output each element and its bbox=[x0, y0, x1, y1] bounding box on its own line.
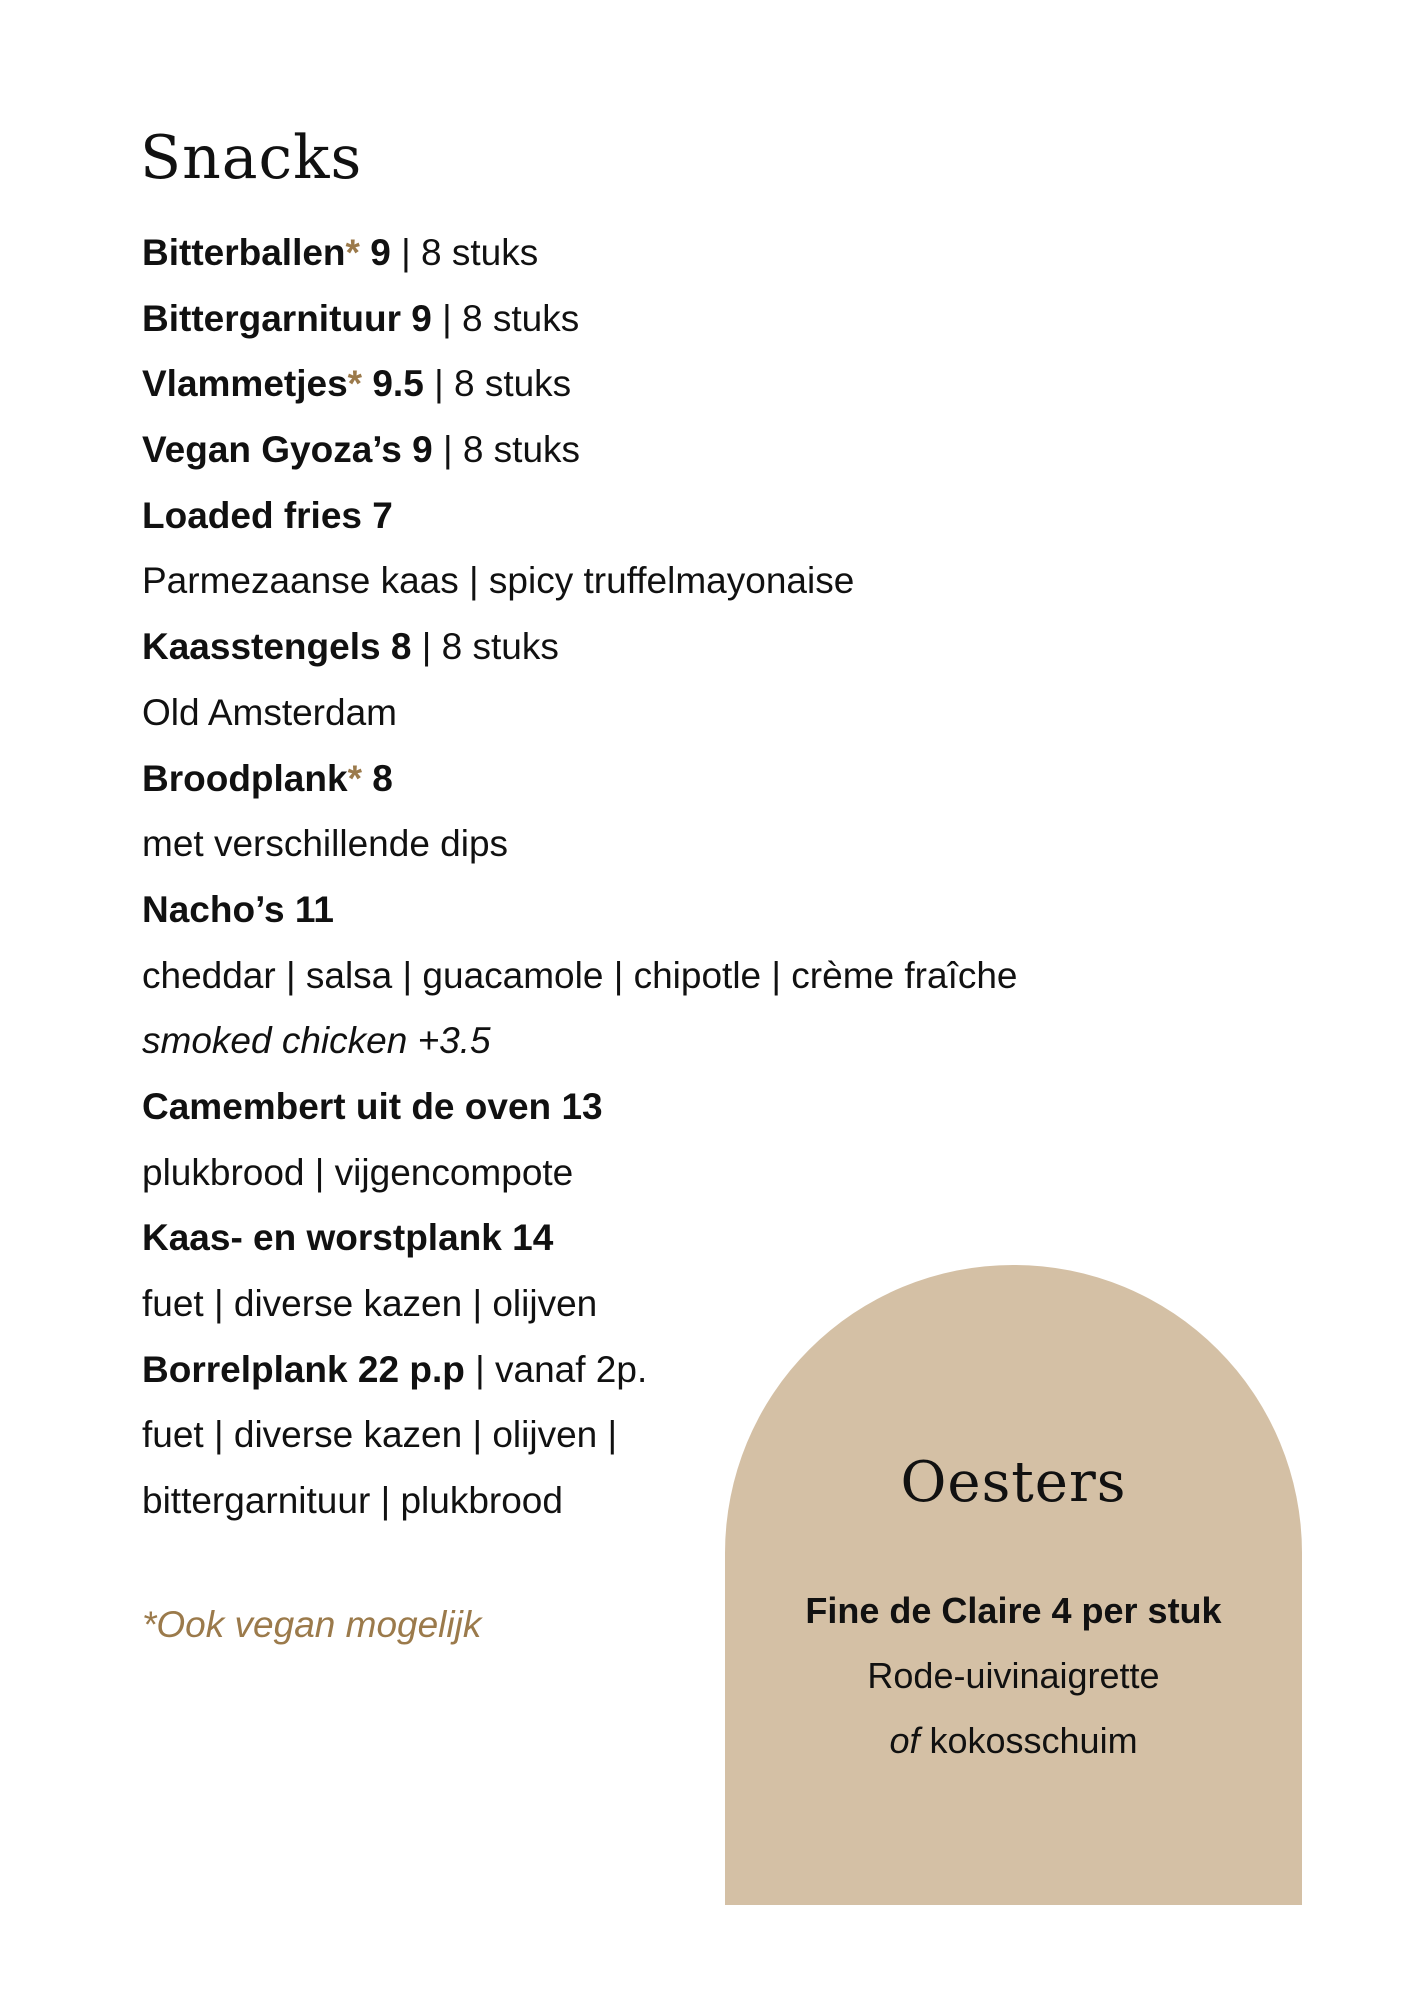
menu-item-kaas-en-worstplank bbox=[142, 1205, 1142, 1271]
menu-item-vlammetjes bbox=[142, 351, 1142, 417]
oesters-item-price: 4 per stuk bbox=[1051, 1590, 1222, 1631]
item-price: 14 bbox=[512, 1217, 554, 1259]
item-description: cheddar | salsa | guacamole | chipotle | crème fraîche bbox=[142, 954, 1018, 996]
item-name: Borrelplank bbox=[142, 1348, 348, 1390]
item-price: 7 bbox=[372, 494, 393, 536]
item-price: 9 bbox=[411, 297, 432, 339]
item-detail: | 8 stuks bbox=[401, 232, 539, 273]
vegan-asterisk: * bbox=[347, 757, 362, 799]
item-name: Bittergarnituur bbox=[142, 297, 401, 339]
oesters-option-2: kokosschuim bbox=[929, 1720, 1138, 1761]
item-name: Loaded fries bbox=[142, 494, 362, 536]
item-detail: | 8 stuks bbox=[434, 363, 572, 405]
menu-item-loaded-fries bbox=[142, 483, 1142, 549]
item-price: 13 bbox=[561, 1085, 603, 1127]
item-name: Camembert uit de oven bbox=[142, 1085, 552, 1127]
item-name: Vegan Gyoza’s bbox=[142, 429, 402, 471]
item-description: met verschillende dips bbox=[142, 823, 509, 865]
item-description: plukbrood | vijgencompote bbox=[142, 1151, 574, 1193]
item-detail: | 8 stuks bbox=[442, 297, 580, 339]
item-price: 8 bbox=[372, 757, 393, 799]
oesters-option-2-line bbox=[725, 1719, 1302, 1762]
menu-item-broodplank bbox=[142, 746, 1142, 812]
menu-item-vegan-gyozas bbox=[142, 417, 1142, 483]
item-detail: | vanaf 2p. bbox=[475, 1348, 648, 1390]
menu-item-camembert bbox=[142, 1074, 1142, 1140]
vegan-asterisk: * bbox=[347, 363, 363, 405]
item-description-continued: bittergarnituur | plukbrood bbox=[142, 1480, 563, 1522]
item-detail: | 8 stuks bbox=[421, 626, 559, 668]
menu-item-nachos bbox=[142, 877, 1142, 943]
item-extra-text: smoked chicken +3.5 bbox=[142, 1020, 491, 1062]
oesters-item-name: Fine de Claire bbox=[805, 1590, 1042, 1631]
item-extra-option bbox=[142, 1008, 1142, 1074]
vegan-note: *Ook vegan mogelijk bbox=[142, 1604, 482, 1645]
item-price: 9.5 bbox=[372, 363, 424, 405]
item-name: Vlammetjes bbox=[142, 363, 348, 405]
item-name: Bitterballen bbox=[142, 232, 346, 273]
item-price: 8 bbox=[390, 626, 412, 668]
menu-item-bittergarnituur bbox=[142, 286, 1142, 352]
item-name: Kaasstengels bbox=[142, 626, 381, 668]
oesters-option-connector: of bbox=[889, 1720, 920, 1761]
item-name: Kaas- en worstplank bbox=[142, 1217, 502, 1259]
menu-item-kaasstengels bbox=[142, 614, 1142, 680]
snacks-title: Snacks bbox=[140, 123, 363, 193]
menu-item-bitterballen bbox=[142, 220, 1142, 286]
item-name: Nacho’s bbox=[142, 888, 285, 930]
item-price: 11 bbox=[294, 888, 334, 930]
item-detail: | 8 stuks bbox=[442, 429, 581, 471]
oesters-title: Oesters bbox=[900, 1450, 1127, 1515]
oesters-item bbox=[725, 1589, 1302, 1632]
item-price: 22 p.p bbox=[357, 1348, 465, 1390]
item-description: fuet | diverse kazen | olijven | bbox=[142, 1414, 618, 1456]
item-description: Parmezaanse kaas | spicy truffelmayonaise bbox=[142, 560, 855, 602]
item-description: Old Amsterdam bbox=[142, 691, 397, 733]
item-price: 9 bbox=[412, 429, 433, 471]
oesters-arch-panel bbox=[725, 1265, 1302, 1905]
item-description: fuet | diverse kazen | olijven bbox=[142, 1283, 598, 1324]
item-price: 9 bbox=[370, 232, 391, 273]
oesters-option-1: Rode-uivinaigrette bbox=[867, 1655, 1160, 1696]
vegan-asterisk: * bbox=[345, 232, 360, 273]
item-name: Broodplank bbox=[142, 757, 348, 799]
